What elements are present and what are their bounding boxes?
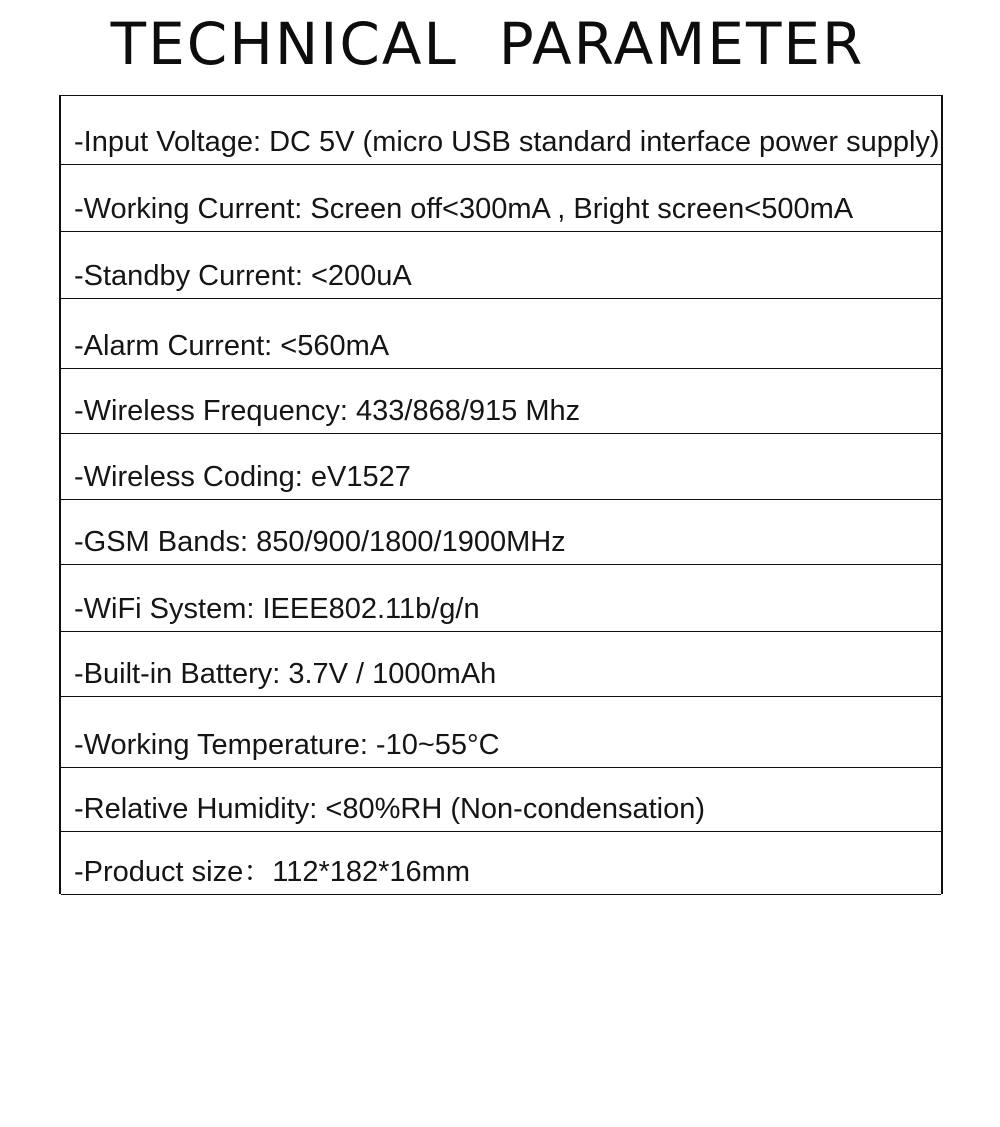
parameter-text: -Wireless Frequency: 433/868/915 Mhz (74, 395, 581, 427)
parameter-row-alarm-current (61, 299, 941, 369)
parameter-row-wireless-coding (61, 434, 941, 500)
parameter-text: -Standby Current: <200uA (74, 260, 412, 292)
parameter-text: -WiFi System: IEEE802.11b/g/n (74, 593, 480, 625)
parameter-text: -Input Voltage: DC 5V (micro USB standard interface power supply) (74, 126, 940, 158)
parameter-row-input-voltage (61, 96, 941, 165)
parameter-row-wireless-frequency (61, 369, 941, 434)
parameter-row-working-temperature (61, 697, 941, 768)
parameter-row-relative-humidity (61, 768, 941, 832)
parameter-row-wifi-system (61, 565, 941, 632)
parameter-text: -Working Current: Screen off<300mA , Bright screen<500mA (74, 193, 854, 225)
parameter-text: -Relative Humidity: <80%RH (Non-condensation) (74, 793, 706, 825)
parameter-text: -GSM Bands: 850/900/1800/1900MHz (74, 526, 566, 558)
parameter-row-product-size (61, 832, 941, 895)
parameter-text: -Built-in Battery: 3.7V / 1000mAh (74, 658, 497, 690)
parameter-row-gsm-bands (61, 500, 941, 565)
parameter-text: -Wireless Coding: eV1527 (74, 461, 411, 493)
parameter-table (59, 95, 943, 894)
parameter-row-standby-current (61, 232, 941, 299)
parameter-text: -Product size：112*182*16mm (74, 856, 470, 888)
parameter-row-working-current (61, 165, 941, 232)
parameter-text: -Alarm Current: <560mA (74, 330, 390, 362)
parameter-row-built-in-battery (61, 632, 941, 697)
page-title: TECHNICAL PARAMETER (110, 10, 865, 78)
parameter-text: -Working Temperature: -10~55°C (74, 729, 500, 761)
